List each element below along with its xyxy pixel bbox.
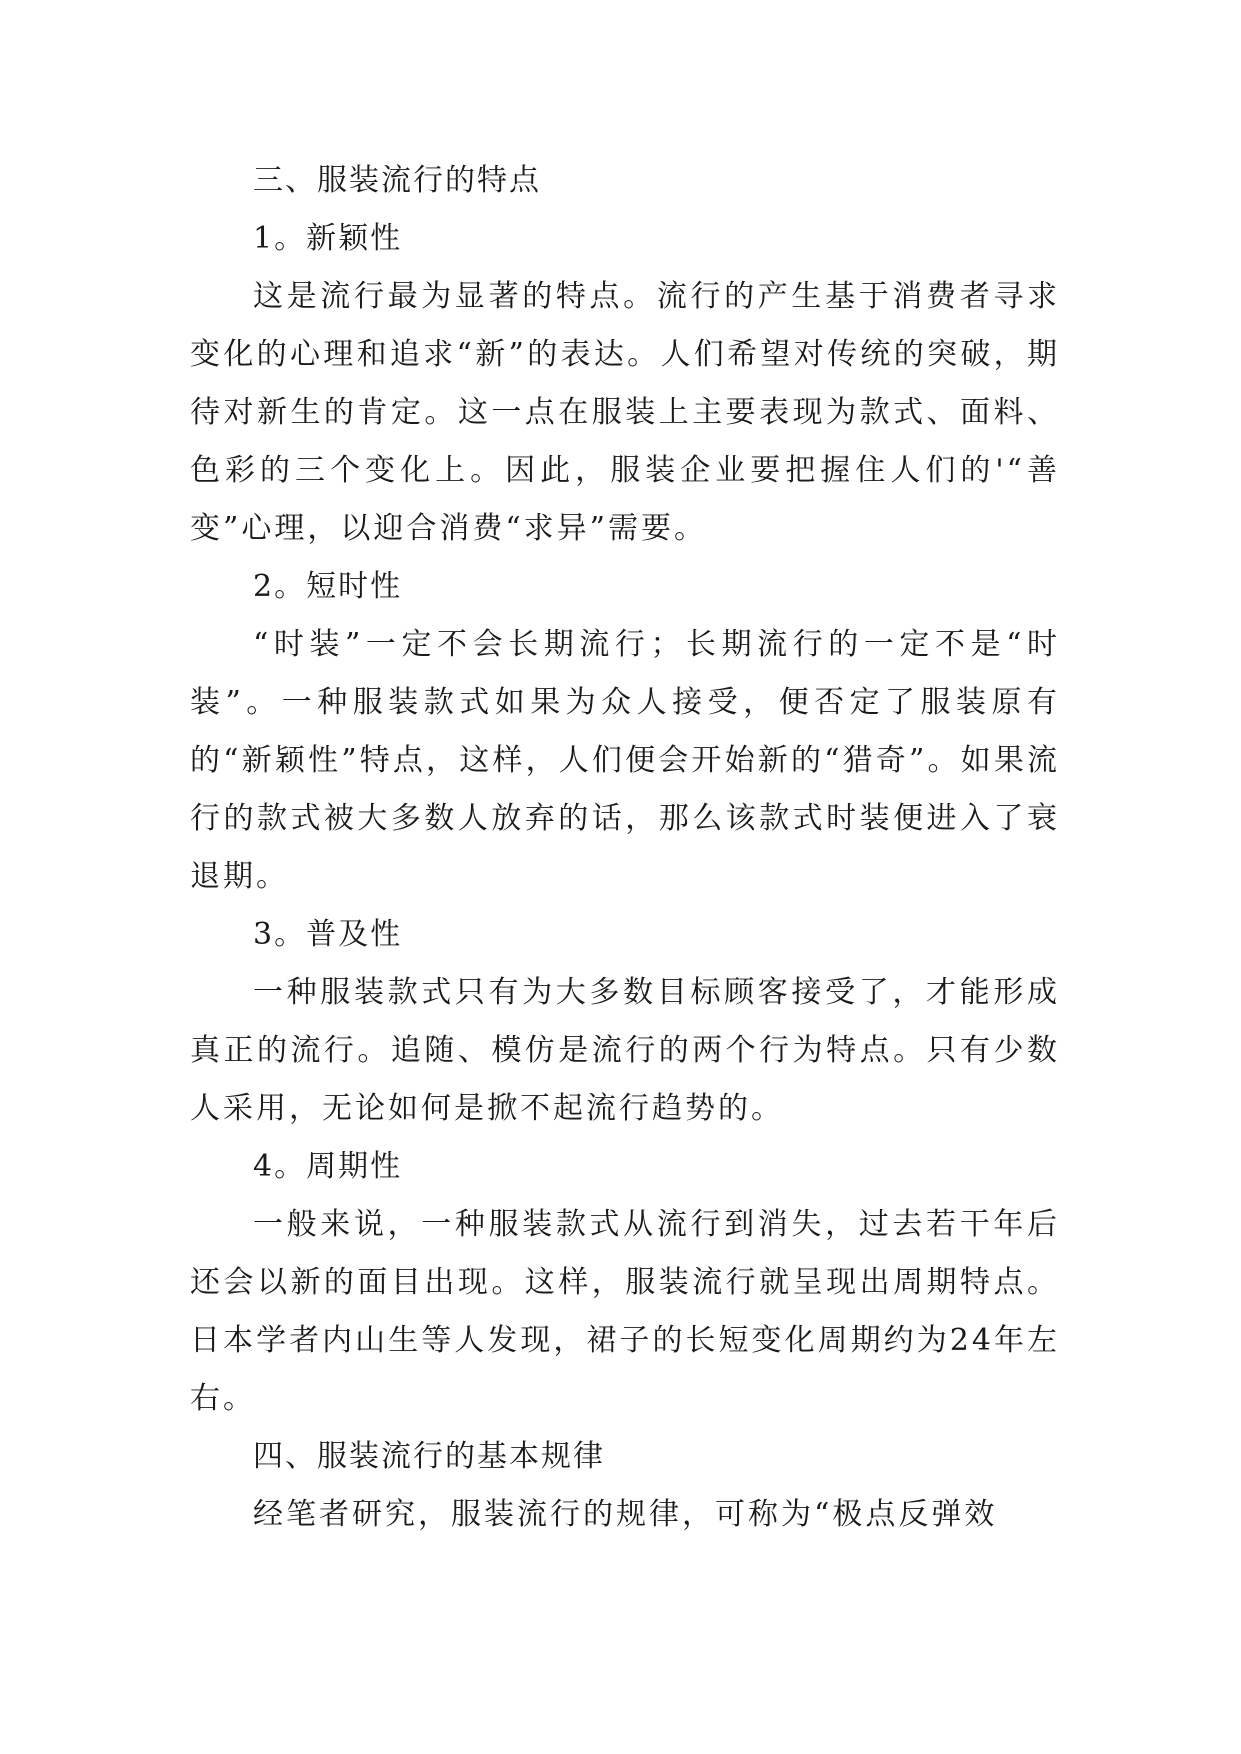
paragraph-popularity: 一种服装款式只有为大多数目标顾客接受了，才能形成真正的流行。追随、模仿是流行的两个行为特点。只有少数人采用，无论如何是掀不起流行趋势的。 (190, 975, 1060, 1126)
section-heading-rules: 四、服装流行的基本规律 (253, 1439, 605, 1474)
paragraph-short-term: “时装”一定不会长期流行；长期流行的一定不是“时装”。一种服装款式如果为众人接受，便否定了服装原有的“新颖性”特点，这样，人们便会开始新的“猎奇”。如果流行的款式被大多数人放弃的话，那么该款式时装便进入了衰退期。 (190, 627, 1060, 894)
subheading-periodicity: 4。周期性 (253, 1149, 403, 1184)
paragraph-periodicity: 一般来说，一种服装款式从流行到消失，过去若干年后还会以新的面目出现。这样，服装流行就呈现出周期特点。日本学者内山生等人发现，裙子的长短变化周期约为24年左右。 (190, 1207, 1060, 1416)
section-heading-characteristics: 三、服装流行的特点 (253, 163, 541, 198)
paragraph-novelty: 这是流行最为显著的特点。流行的产生基于消费者寻求变化的心理和追求“新”的表达。人们希望对传统的突破，期待对新生的肯定。这一点在服装上主要表现为款式、面料、色彩的三个变化上。因此，服装企业要把握住人们的'“善变”心理，以迎合消费“求异”需要。 (190, 279, 1060, 546)
subheading-popularity: 3。普及性 (253, 917, 403, 952)
paragraph-rules: 经笔者研究，服装流行的规律，可称为“极点反弹效 (253, 1497, 998, 1532)
subheading-novelty: 1。新颖性 (253, 221, 403, 256)
document-body (190, 152, 1060, 1544)
subheading-short-term: 2。短时性 (253, 569, 403, 604)
